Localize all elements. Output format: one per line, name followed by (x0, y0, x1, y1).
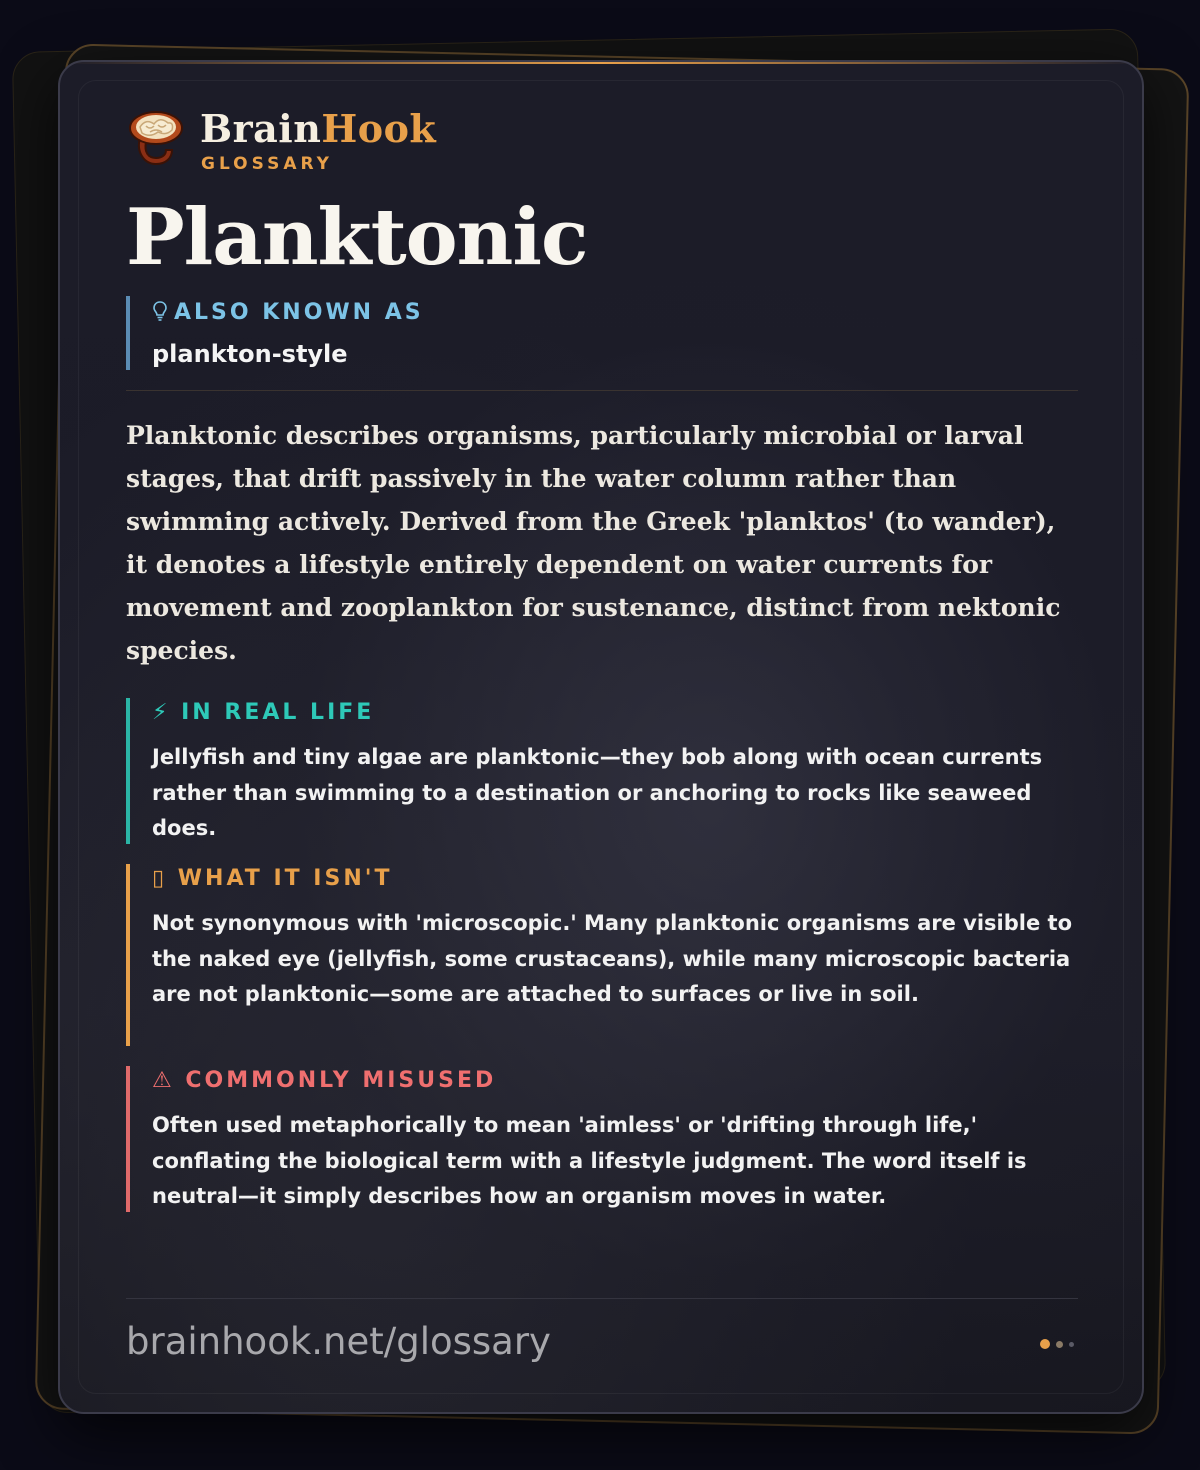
also-known-as-value: plankton-style (152, 340, 348, 368)
pager-dot[interactable] (1056, 1341, 1063, 1348)
footer-divider (126, 1298, 1078, 1299)
footer-url[interactable]: brainhook.net/glossary (126, 1320, 551, 1363)
in-real-life-heading: ⚡ IN REAL LIFE (152, 700, 375, 725)
pager-dot-active[interactable] (1040, 1339, 1050, 1349)
in-real-life-body: Jellyfish and tiny algae are planktonic—they bob along with ocean currents rather than swimming to a destination or anchoring to rocks like seaweed does. (152, 745, 1043, 840)
brain-hook-logo-icon (126, 108, 186, 168)
commonly-misused-heading: ⚠ COMMONLY MISUSED (152, 1068, 497, 1093)
definition-text: Planktonic describes organisms, particularly microbial or larval stages, that drift passively in the water column rather than swimming actively. Derived from the Greek 'planktos' (to wander), it denotes a lifestyle entirely dependent on water currents for movement and zooplankton for sustenance, distinct from nektonic species. (126, 421, 1061, 665)
commonly-misused-body: Often used metaphorically to mean 'aimless' or 'drifting through life,' conflating the biological term with a lifestyle judgment. The word itself is neutral—it simply describes how an organism moves in water. (152, 1113, 1027, 1208)
warning-icon: ⚠ (152, 1068, 175, 1093)
lightbulb-icon (152, 301, 168, 321)
also-known-as-heading: ALSO KNOWN AS (152, 300, 424, 325)
what-it-isnt-note (126, 864, 1082, 1046)
pager-dot[interactable] (1069, 1342, 1074, 1347)
brand-name: BrainHook (200, 106, 437, 151)
lightning-icon: ⚡ (152, 700, 171, 725)
section-divider (126, 390, 1078, 391)
missing-glyph-icon: ▯ (152, 866, 168, 891)
commonly-misused-note (126, 1066, 1082, 1212)
what-it-isnt-body: Not synonymous with 'microscopic.' Many planktonic organisms are visible to the naked eye (jellyfish, some crustaceans), while many microscopic bacteria are not planktonic—some are attached to surfaces or live in soil. (152, 911, 1072, 1006)
in-real-life-note (126, 698, 1082, 844)
also-known-as-section (126, 296, 730, 370)
glossary-card (58, 60, 1144, 1414)
what-it-isnt-heading: ▯ WHAT IT ISN'T (152, 866, 393, 891)
brand-subtitle: GLOSSARY (201, 154, 333, 174)
pager-dots (1040, 1339, 1080, 1349)
page-title: Planktonic (126, 192, 588, 283)
brand-header (126, 106, 526, 176)
